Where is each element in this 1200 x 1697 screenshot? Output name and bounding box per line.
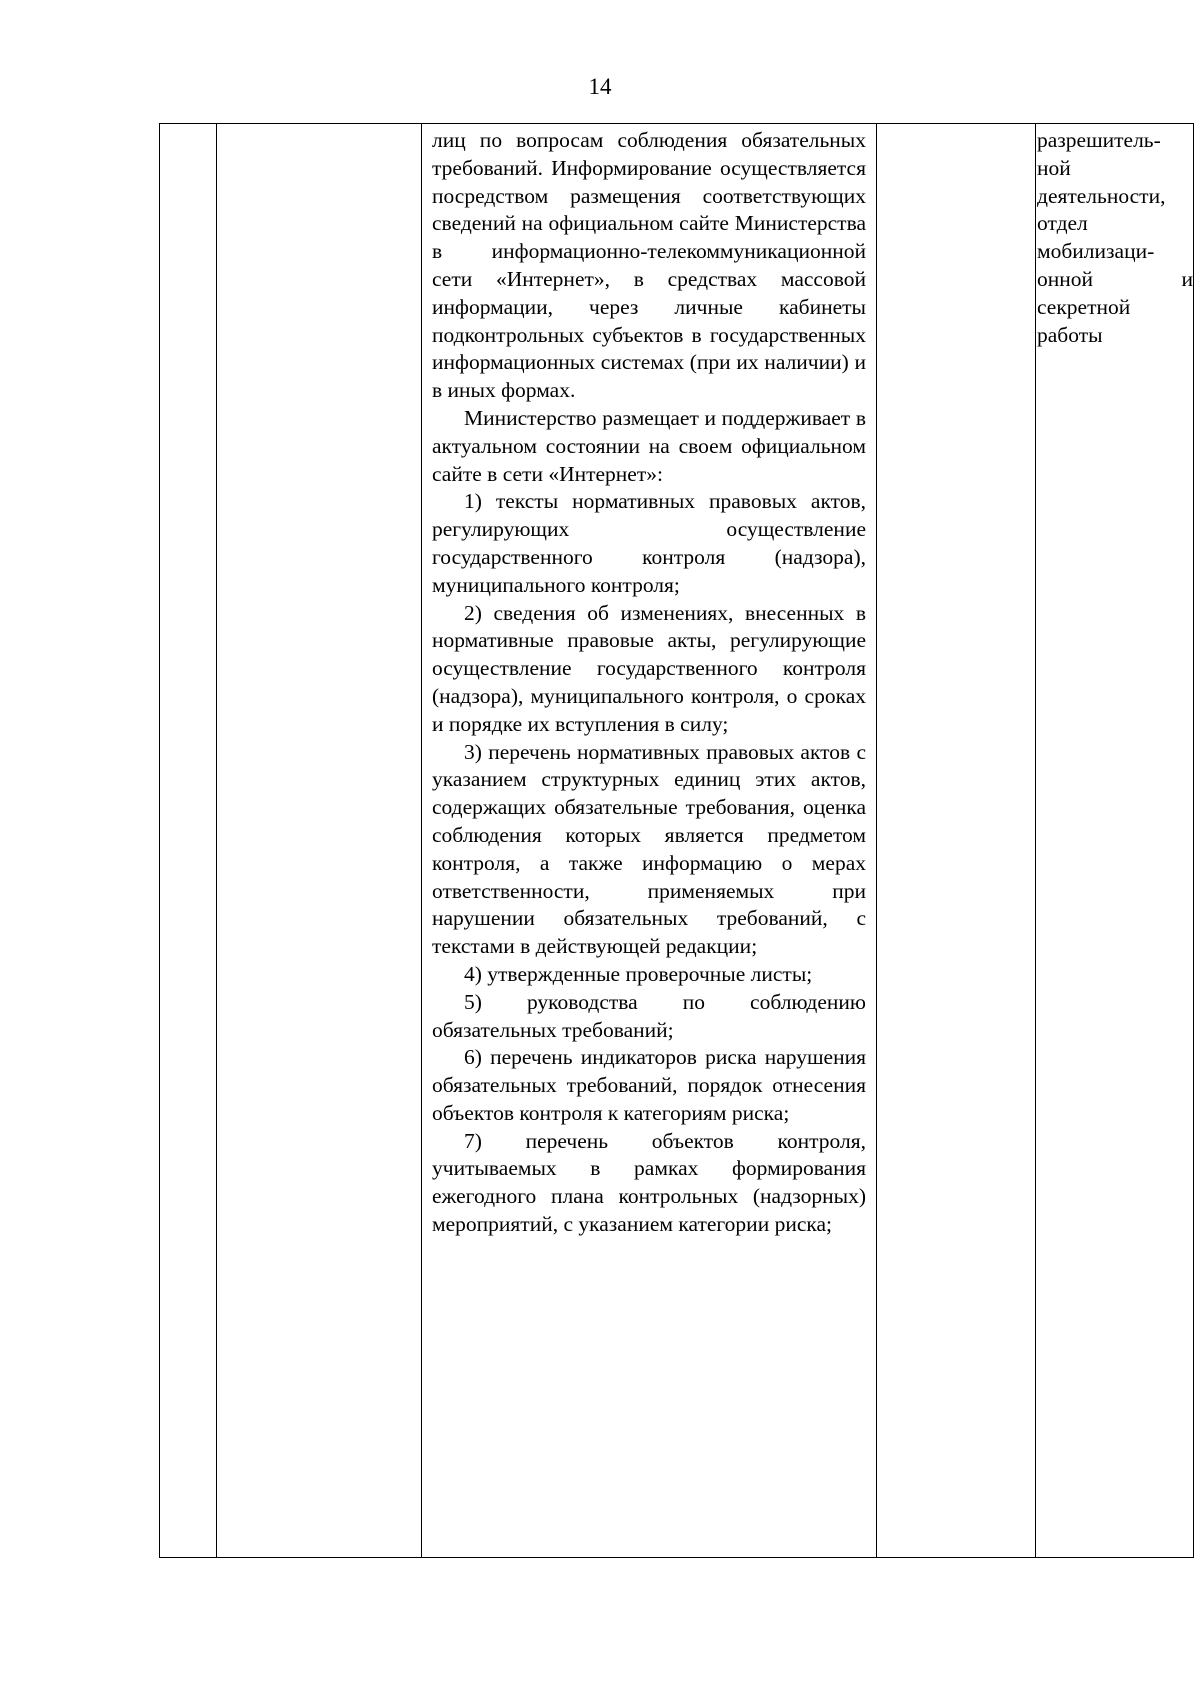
document-table xyxy=(159,123,1194,1558)
description-paragraph: 6) перечень индикаторов риска нарушения обязательных требований, порядок отнесения объектов контроля к категориям риска; xyxy=(432,1045,866,1125)
description-paragraph: 7) перечень объектов контроля, учитываемых в рамках формирования ежегодного плана контрольных (надзорных) мероприятий, с указанием категории риска; xyxy=(432,1128,866,1237)
description-paragraph: лиц по вопросам соблюдения обязательных требований. Информирование осуществляется посредством размещения соответствующих сведений на официальном сайте Министерства в информационно-телекоммуникационной сети «Интернет», в средствах массовой информации, через личные кабинеты подконтрольных субъектов в государственных информационных системах (при их наличии) и в иных формах. xyxy=(432,128,866,403)
cell-number xyxy=(160,124,217,1558)
table-row xyxy=(160,124,1194,1558)
description-paragraph: 5) руководства по соблюдению обязательных требований; xyxy=(432,989,866,1042)
description-text xyxy=(432,127,866,1239)
description-paragraph: 1) тексты нормативных правовых актов, регулирующих осуществление государственного контроля (надзора), муниципального контроля; xyxy=(432,489,866,597)
responsible-text: разрешитель-ной деятельности, отдел мобилизаци-онной и секретной работы xyxy=(1037,128,1193,347)
description-paragraph: 4) утвержденные проверочные листы; xyxy=(464,961,813,986)
description-paragraph: Министерство размещает и поддерживает в актуальном состоянии на своем официальном сайте в сети «Интернет»: xyxy=(432,405,866,486)
cell-measure xyxy=(217,124,422,1558)
cell-description xyxy=(422,124,877,1558)
description-paragraph: 2) сведения об изменениях, внесенных в нормативные правовые акты, регулирующие осуществление государственного контроля (надзора), муниципального контроля, о сроках и порядке их вступления в силу; xyxy=(432,600,866,736)
description-paragraph: 3) перечень нормативных правовых актов с указанием структурных единиц этих актов, содержащих обязательные требования, оценка соблюдения которых является предметом контроля, а также информацию о мерах ответственности, применяемых при нарушении обязательных требований, с текстами в действующей редакции; xyxy=(432,739,866,959)
page-number: 14 xyxy=(588,74,612,99)
cell-deadline xyxy=(877,124,1036,1558)
cell-responsible xyxy=(1036,124,1194,1558)
